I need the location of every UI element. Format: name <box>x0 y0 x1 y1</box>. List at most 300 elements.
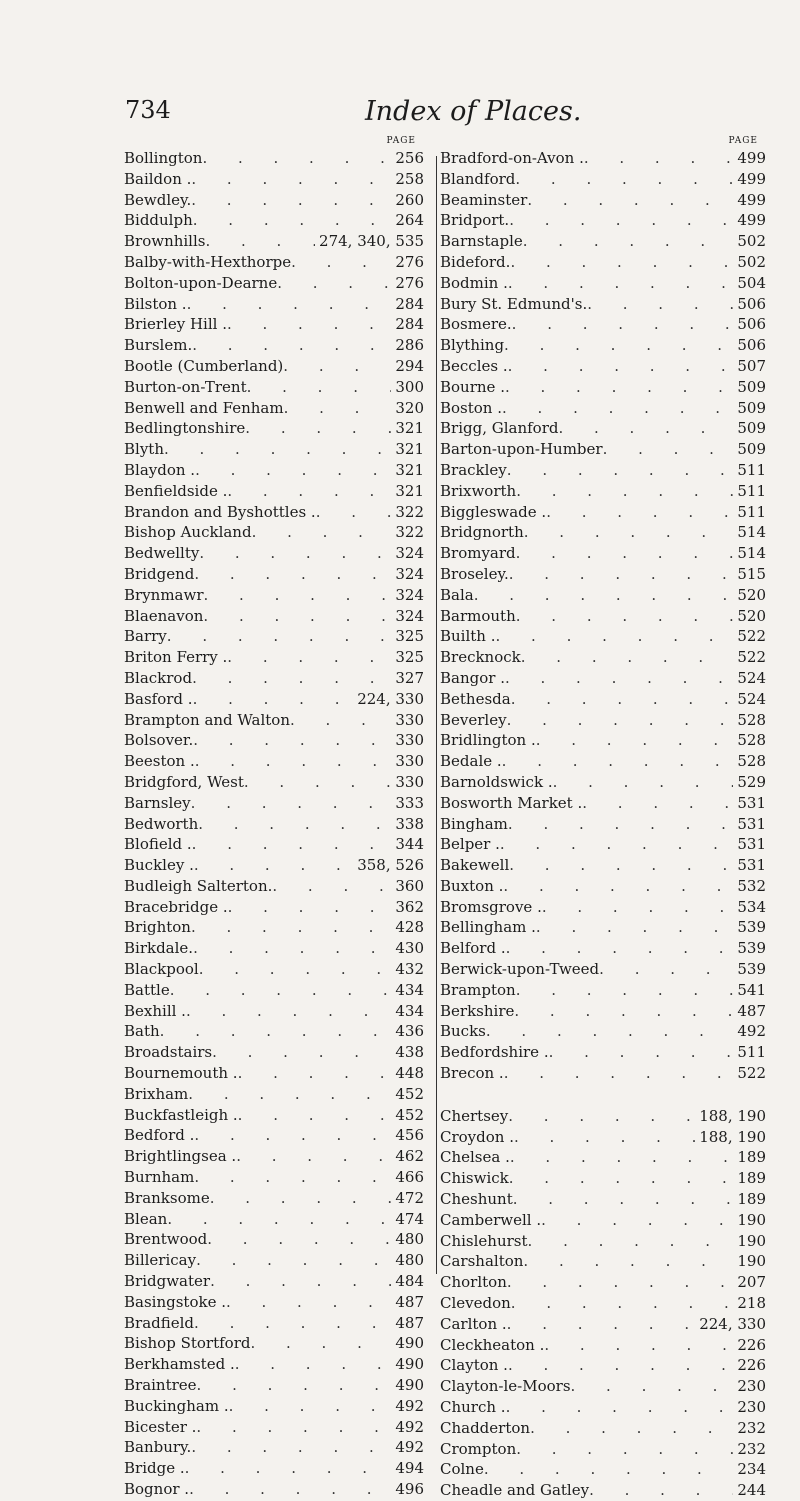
left-column <box>124 134 424 1500</box>
place-name: Barmouth <box>440 606 516 625</box>
place-name: Blaydon . <box>124 460 196 479</box>
page-header <box>0 96 800 136</box>
place-name: Bingham <box>440 814 508 833</box>
page-reference: 514 <box>737 544 766 563</box>
index-entry <box>124 398 424 419</box>
page-reference: 321 <box>395 460 424 479</box>
page-reference: 256 <box>395 149 424 167</box>
place-name: Bishop Auckland <box>124 523 252 542</box>
place-name: Belper . <box>440 835 500 854</box>
index-entry <box>124 522 424 543</box>
index-entry <box>124 897 424 918</box>
dot-leader <box>512 314 734 335</box>
dot-leader <box>245 418 391 439</box>
page-reference: 360 <box>395 876 424 895</box>
page-reference: 232 <box>737 1418 766 1437</box>
page-reference: 276 <box>395 273 424 292</box>
place-name: Barnstaple <box>440 232 523 251</box>
place-name: Brixham <box>124 1084 189 1103</box>
page-reference: 531 <box>737 814 766 833</box>
dot-leader <box>558 418 733 439</box>
place-name: Broadstairs <box>124 1043 213 1062</box>
dot-leader <box>507 1272 734 1293</box>
place-name: Blofield . <box>124 835 192 854</box>
place-name: Bishop Stortford <box>124 1334 251 1353</box>
dot-leader <box>195 460 391 481</box>
dot-leader <box>191 917 391 938</box>
index-entry <box>124 585 424 606</box>
dot-leader <box>191 190 391 211</box>
index-entry <box>124 190 424 211</box>
index-entry <box>440 294 766 315</box>
dot-leader <box>229 1396 392 1417</box>
dot-leader <box>484 1459 734 1480</box>
dot-leader <box>508 273 733 294</box>
page-reference: 474 <box>395 1209 424 1228</box>
page-reference: 284 <box>395 294 424 313</box>
dot-leader <box>191 793 392 814</box>
index-entry <box>440 1314 766 1335</box>
place-name: Chiswick <box>440 1169 509 1188</box>
page-reference: 509 <box>737 398 766 417</box>
dot-leader <box>510 252 733 273</box>
dot-leader <box>587 294 733 315</box>
page-reference: 232 <box>737 1439 766 1458</box>
dot-leader <box>189 1479 391 1500</box>
page-reference: 300 <box>395 377 424 396</box>
index-entry <box>440 1439 766 1460</box>
index-entry <box>124 938 424 959</box>
place-name: Buckley . <box>124 856 194 875</box>
right-column-heading: PAGE <box>728 136 758 146</box>
index-entry <box>440 314 766 335</box>
dot-leader <box>226 1292 391 1313</box>
page-reference: 325 <box>395 648 424 667</box>
page-reference: 496 <box>395 1480 424 1498</box>
index-entry <box>124 751 424 772</box>
page-reference: 520 <box>737 585 766 604</box>
place-name: Bridgford, West <box>124 772 244 791</box>
place-name: Burton-on-Trent <box>124 377 247 396</box>
index-entry <box>440 1021 766 1042</box>
dot-leader <box>198 814 391 835</box>
index-entry <box>124 502 424 523</box>
dot-leader <box>186 1001 391 1022</box>
index-entry <box>440 1335 766 1356</box>
index-entry <box>440 689 766 710</box>
page-reference: 322 <box>395 502 424 521</box>
place-name: Bucks <box>440 1022 486 1041</box>
index-entry <box>440 980 766 1001</box>
page-reference: 472 <box>395 1188 424 1207</box>
page-reference: 492 <box>395 1396 424 1415</box>
place-name: Benwell and Fenham <box>124 398 284 417</box>
page-reference: 531 <box>737 835 766 854</box>
index-entry <box>124 876 424 897</box>
dot-leader <box>194 564 391 585</box>
index-entry <box>124 793 424 814</box>
index-entry <box>124 1167 424 1188</box>
page-reference: 189 <box>737 1148 766 1167</box>
index-entry <box>124 1063 424 1084</box>
page-reference: 258 <box>395 169 424 188</box>
index-entry <box>124 335 424 356</box>
index-entry <box>440 585 766 606</box>
page-reference: 321 <box>395 481 424 500</box>
index-entry <box>440 231 766 252</box>
dot-leader <box>505 668 733 689</box>
index-entry <box>440 938 766 959</box>
index-entry <box>124 917 424 938</box>
index-entry <box>124 377 424 398</box>
place-name: Brentwood <box>124 1230 208 1249</box>
index-entry <box>124 980 424 1001</box>
dot-leader <box>194 1125 391 1146</box>
index-entry <box>440 814 766 835</box>
dot-leader <box>194 1167 391 1188</box>
index-entry <box>440 1293 766 1314</box>
page-reference: 480 <box>395 1230 424 1249</box>
place-name: Boston . <box>440 398 503 417</box>
page-reference: 511 <box>737 1043 766 1062</box>
dot-leader <box>193 730 391 751</box>
place-name: Basingstoke . <box>124 1292 226 1311</box>
place-name: Brownhills <box>124 232 206 251</box>
place-name: Barry <box>124 627 167 646</box>
page-reference: 276 <box>395 252 424 271</box>
index-entry <box>440 335 766 356</box>
index-entry <box>440 1480 766 1501</box>
place-name: Bellingham . <box>440 918 536 937</box>
page-reference: 432 <box>395 960 424 979</box>
page-reference: 509 <box>737 419 766 438</box>
place-name: Berkshire <box>440 1001 515 1020</box>
place-name: Beeston . <box>124 752 195 771</box>
index-entry <box>124 439 424 460</box>
page-reference: 531 <box>737 856 766 875</box>
index-entry <box>124 1437 424 1458</box>
page-reference: 322 <box>395 523 424 542</box>
page-reference: 188, 190 <box>699 1106 766 1125</box>
dot-leader <box>227 481 391 502</box>
page-reference: 189 <box>737 1190 766 1209</box>
page-reference: 294 <box>395 356 424 375</box>
dot-leader <box>503 876 733 897</box>
index-entry <box>440 751 766 772</box>
page-reference: 462 <box>395 1147 424 1166</box>
page-reference: 324 <box>395 564 424 583</box>
page-reference: 207 <box>737 1273 766 1292</box>
dot-leader <box>316 502 392 523</box>
dot-leader <box>193 689 354 710</box>
index-entry <box>124 252 424 273</box>
dot-leader <box>523 231 734 252</box>
dot-leader <box>272 876 391 897</box>
index-entry <box>124 294 424 315</box>
page-reference: 541 <box>737 980 766 999</box>
dot-leader <box>194 855 353 876</box>
dot-leader <box>238 1063 392 1084</box>
place-name: Brightlingsea . <box>124 1147 237 1166</box>
dot-leader <box>191 1437 391 1458</box>
page-reference: 321 <box>395 419 424 438</box>
page-reference: 506 <box>737 294 766 313</box>
place-name: Chelsea . <box>440 1148 510 1167</box>
place-name: Bedale . <box>440 752 502 771</box>
place-name: Bolsover. <box>124 731 194 750</box>
page-reference: 230 <box>737 1398 766 1417</box>
page-reference: 515 <box>737 564 766 583</box>
place-name: Berkhamsted . <box>124 1355 235 1374</box>
index-entry <box>440 1418 766 1439</box>
index-entry <box>124 1084 424 1105</box>
dot-leader <box>589 1480 733 1501</box>
page-reference: 448 <box>395 1064 424 1083</box>
page-reference: 494 <box>395 1459 424 1478</box>
page-reference: 321 <box>395 440 424 459</box>
index-entry <box>440 1397 766 1418</box>
index-entry <box>440 252 766 273</box>
place-name: Bradfield <box>124 1313 195 1332</box>
dot-leader <box>207 1229 391 1250</box>
page-reference: 524 <box>737 689 766 708</box>
place-name: Cheshunt <box>440 1190 513 1209</box>
page-reference: 499 <box>737 211 766 230</box>
page-reference: 226 <box>737 1356 766 1375</box>
index-entry <box>440 1376 766 1397</box>
page-reference: 524 <box>737 668 766 687</box>
page-reference: 226 <box>737 1335 766 1354</box>
index-entry <box>124 1001 424 1022</box>
dot-leader <box>546 502 733 523</box>
dot-leader <box>160 1021 392 1042</box>
place-name: Bognor . <box>124 1480 190 1498</box>
dot-leader <box>196 1250 391 1271</box>
index-entry <box>440 418 766 439</box>
index-entry <box>440 169 766 190</box>
dot-leader <box>500 834 733 855</box>
place-name: Colne <box>440 1460 484 1479</box>
page-reference: 502 <box>737 252 766 271</box>
place-name: Brecon . <box>440 1064 504 1083</box>
index-entry <box>124 959 424 980</box>
page-reference: 534 <box>737 897 766 916</box>
index-entry <box>124 1021 424 1042</box>
index-entry <box>440 273 766 294</box>
place-name: Chadderton <box>440 1418 531 1437</box>
place-name: Bosmere. <box>440 315 512 334</box>
dot-leader <box>505 377 733 398</box>
dot-leader <box>516 481 733 502</box>
place-name: Brandon and Byshottles . <box>124 502 316 521</box>
dot-leader <box>167 1209 391 1230</box>
page-reference: 189 <box>737 1169 766 1188</box>
page-reference: 511 <box>737 481 766 500</box>
index-entry <box>124 148 424 169</box>
dot-leader <box>509 564 734 585</box>
place-name: Chislehurst <box>440 1231 528 1250</box>
page-reference: 344 <box>395 835 424 854</box>
dot-leader <box>192 668 391 689</box>
dot-leader <box>516 980 734 1001</box>
place-name: Billericay <box>124 1251 197 1270</box>
dot-leader <box>504 1063 734 1084</box>
place-name: Bideford. <box>440 252 511 271</box>
place-name: Bridgwater <box>124 1272 211 1291</box>
place-name: Bury St. Edmund's. <box>440 294 588 313</box>
index-entry <box>440 1106 766 1127</box>
place-name: Brecknock <box>440 648 521 667</box>
page-reference: 224, 330 <box>357 689 424 708</box>
dot-leader <box>235 1354 392 1375</box>
page-reference: 487 <box>395 1313 424 1332</box>
page-reference: 484 <box>395 1272 424 1291</box>
dot-leader <box>193 210 392 231</box>
place-name: Croydon . <box>440 1127 514 1146</box>
index-entry <box>124 730 424 751</box>
place-name: Beccles . <box>440 356 508 375</box>
place-name: Bollington <box>124 149 203 167</box>
index-entry <box>124 772 424 793</box>
place-name: Camberwell . <box>440 1210 542 1229</box>
index-entry <box>440 917 766 938</box>
dot-leader <box>511 689 734 710</box>
index-entry <box>440 190 766 211</box>
index-entry <box>124 814 424 835</box>
index-entry <box>440 730 766 751</box>
dot-leader <box>291 252 391 273</box>
dot-leader <box>193 938 391 959</box>
page-reference: 264 <box>395 211 424 230</box>
page-reference: 190 <box>737 1210 766 1229</box>
place-name: Berwick-upon-Tweed <box>440 960 600 979</box>
page-reference: 528 <box>737 752 766 771</box>
page-reference: 286 <box>395 336 424 355</box>
index-entry <box>440 876 766 897</box>
dot-leader <box>530 1418 733 1439</box>
place-name: Blandford <box>440 169 516 188</box>
page-reference: 324 <box>395 585 424 604</box>
place-name: Bromyard <box>440 544 516 563</box>
place-name: Bracebridge . <box>124 897 228 916</box>
page-reference: 506 <box>737 336 766 355</box>
index-entry <box>124 1313 424 1334</box>
left-column-heading: PAGE <box>386 136 416 146</box>
dot-leader <box>210 1188 392 1209</box>
place-name: Barton-upon-Humber <box>440 440 603 459</box>
index-entry <box>124 481 424 502</box>
dot-leader <box>544 1335 733 1356</box>
place-name: Bridport. <box>440 211 510 230</box>
index-entry <box>440 502 766 523</box>
dot-leader <box>515 169 733 190</box>
index-entry <box>440 1001 766 1022</box>
dot-leader <box>549 1042 734 1063</box>
place-name: Brigg, Glanford <box>440 419 559 438</box>
index-entry <box>124 647 424 668</box>
page-reference: 539 <box>737 960 766 979</box>
dot-leader <box>283 356 391 377</box>
place-name: Cheadle and Gatley <box>440 1481 590 1500</box>
dot-leader <box>191 169 391 190</box>
place-name: Brampton <box>440 980 516 999</box>
place-name: Brighton <box>124 918 191 937</box>
right-column <box>440 134 766 1501</box>
dot-leader <box>236 1146 391 1167</box>
index-entry <box>124 1375 424 1396</box>
dot-leader <box>502 751 734 772</box>
place-name: Bath <box>124 1022 160 1041</box>
dot-leader <box>513 1189 734 1210</box>
index-entry <box>124 1209 424 1230</box>
page-reference: 511 <box>737 460 766 479</box>
index-entry <box>124 1229 424 1250</box>
page-reference: 428 <box>395 918 424 937</box>
place-name: Brackley <box>440 460 507 479</box>
page-reference: 434 <box>395 1001 424 1020</box>
place-name: Bala <box>440 585 474 604</box>
index-entry <box>440 834 766 855</box>
dot-leader <box>284 398 392 419</box>
place-name: Brynmawr <box>124 585 204 604</box>
index-entry <box>124 564 424 585</box>
index-entry <box>124 1479 424 1500</box>
dot-leader <box>252 522 392 543</box>
place-name: Bedlingtonshire <box>124 419 246 438</box>
dot-leader <box>496 626 734 647</box>
dot-leader <box>194 1313 391 1334</box>
place-name: Bethesda <box>440 689 511 708</box>
index-entry <box>440 897 766 918</box>
index-entry <box>124 1271 424 1292</box>
place-name: Clayton-le-Moors <box>440 1377 571 1396</box>
dot-leader <box>603 439 734 460</box>
index-entry <box>124 356 424 377</box>
page-reference: 434 <box>395 980 424 999</box>
place-name: Bangor . <box>440 668 505 687</box>
dot-leader <box>247 377 392 398</box>
place-name: Blackrod <box>124 668 193 687</box>
dot-leader <box>188 1084 391 1105</box>
place-name: Carlton . <box>440 1314 507 1333</box>
index-entry <box>124 1146 424 1167</box>
dot-leader <box>167 626 392 647</box>
place-name: Blyth <box>124 440 164 459</box>
index-entry <box>124 606 424 627</box>
index-entry <box>124 855 424 876</box>
place-name: Beaminster <box>440 190 528 209</box>
place-name: Bedfordshire . <box>440 1043 549 1062</box>
dot-leader <box>238 1105 392 1126</box>
page-reference: 436 <box>395 1022 424 1041</box>
dot-leader <box>474 585 734 606</box>
place-name: Bexhill . <box>124 1001 186 1020</box>
place-name: Bridlington . <box>440 731 536 750</box>
page-reference: 480 <box>395 1251 424 1270</box>
place-name: Belford . <box>440 939 506 958</box>
page-reference: 522 <box>737 627 766 646</box>
page-reference: 487 <box>737 1001 766 1020</box>
index-entry <box>440 398 766 419</box>
place-name: Bolton-upon-Dearne <box>124 273 278 292</box>
index-entry <box>440 356 766 377</box>
place-name: Bedwellty <box>124 544 200 563</box>
index-entry <box>440 377 766 398</box>
page-reference: 509 <box>737 440 766 459</box>
place-name: Biddulph <box>124 211 193 230</box>
page-reference: 224, 330 <box>699 1314 766 1333</box>
index-entry <box>440 959 766 980</box>
